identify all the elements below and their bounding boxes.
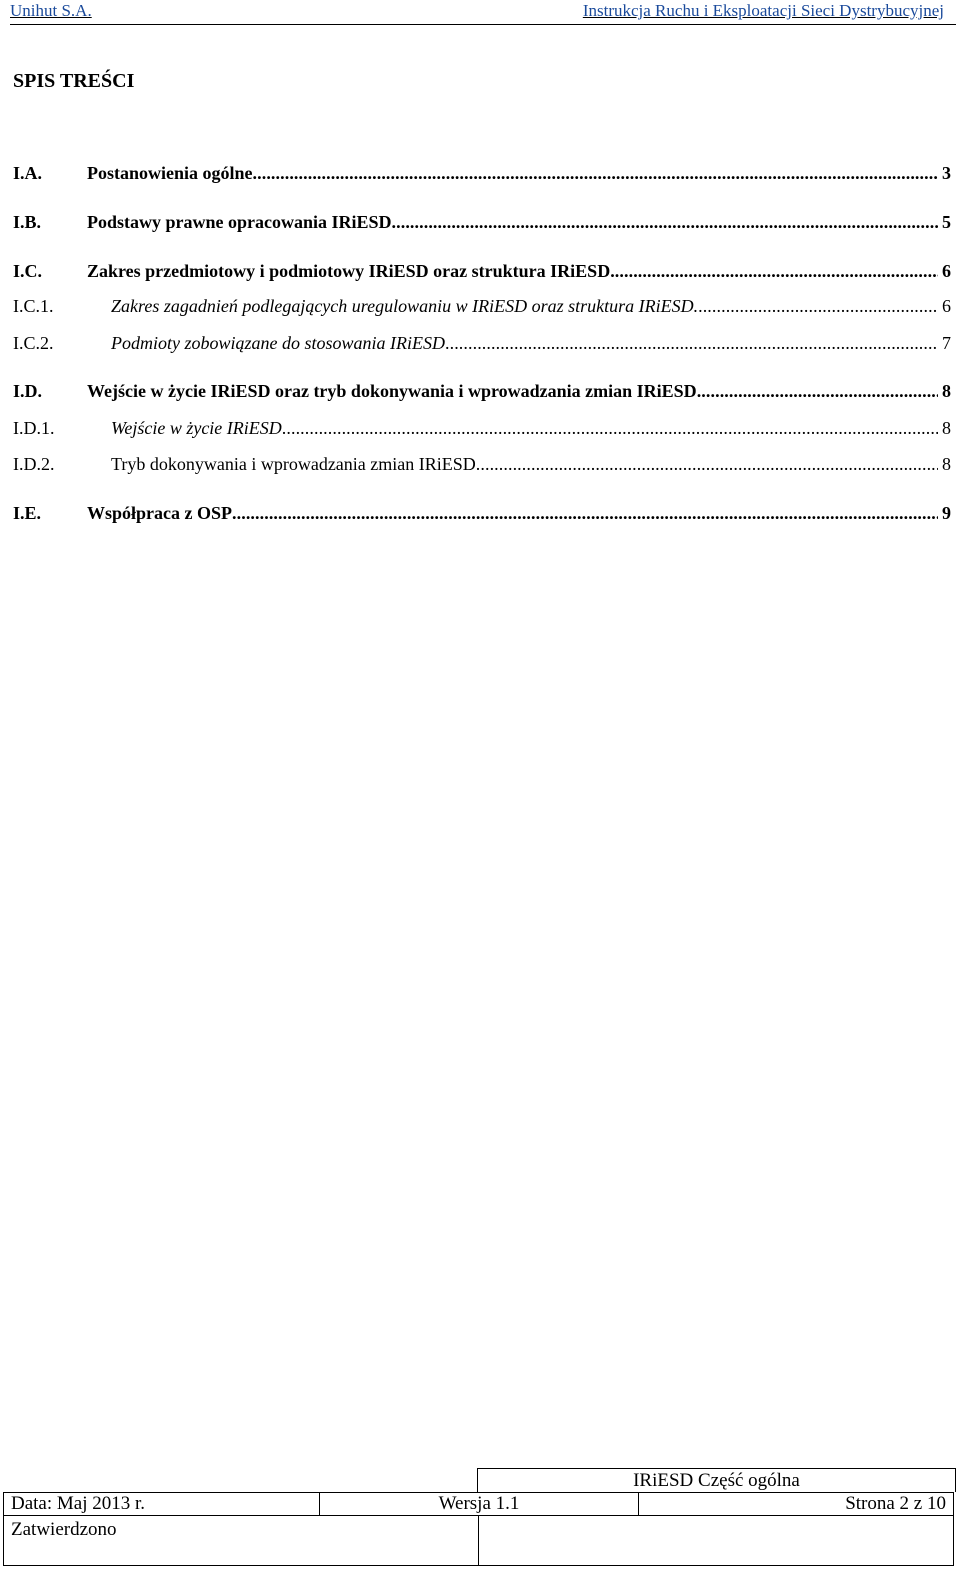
toc-entry-number: I.D.2. (13, 454, 55, 474)
page-footer (3, 1468, 954, 1566)
toc-entry[interactable] (13, 454, 951, 475)
toc-leader-dots (253, 163, 938, 184)
footer-date: Data: Maj 2013 r. (4, 1493, 320, 1515)
toc-entry-page: 3 (942, 163, 951, 183)
toc-entry-number: I.B. (13, 212, 42, 232)
toc-entry-number: I.E. (13, 503, 42, 523)
toc-entry[interactable] (13, 261, 951, 282)
toc-leader-dots (232, 503, 938, 524)
toc-leader-dots (476, 454, 938, 475)
toc-entry-text: Wejście w życie IRiESD (111, 418, 282, 438)
toc-entry[interactable] (13, 296, 951, 317)
toc-entry[interactable] (13, 333, 951, 354)
toc-leader-dots (698, 296, 938, 317)
toc-entry-text: Współpraca z OSP (87, 503, 233, 523)
toc-entry-number: I.C. (13, 261, 43, 281)
toc-entry-page: 7 (942, 333, 951, 353)
toc-entry-page: 8 (942, 454, 951, 474)
toc-entry[interactable] (13, 418, 951, 439)
header-document-title: Instrukcja Ruchu i Eksploatacji Sieci Dystrybucyjnej (582, 1, 944, 20)
toc-entry-page: 5 (942, 212, 951, 232)
toc-entry-text: Wejście w życie IRiESD oraz tryb dokonywania i wprowadzania zmian IRiESD (87, 381, 697, 401)
toc-entry[interactable] (13, 163, 951, 184)
toc-entry[interactable] (13, 212, 951, 233)
footer-info-row (3, 1492, 954, 1516)
toc-entry-number: I.D.1. (13, 418, 55, 438)
toc-entry-page: 8 (942, 418, 951, 438)
toc-entry-text: Podmioty zobowiązane do stosowania IRiESD (111, 333, 445, 353)
toc-entry[interactable] (13, 381, 951, 402)
footer-divider (478, 1516, 479, 1565)
toc-entry-page: 8 (942, 381, 951, 401)
toc-entry-number: I.C.1. (13, 296, 54, 316)
toc-leader-dots (282, 418, 938, 439)
toc-entry[interactable] (13, 503, 951, 524)
footer-title-box (477, 1468, 956, 1492)
toc-leader-dots (610, 261, 938, 282)
toc-leader-dots (697, 381, 938, 402)
toc-entry-text: Postanowienia ogólne (87, 163, 253, 183)
footer-approved-label: Zatwierdzono (11, 1519, 117, 1540)
page-header (10, 0, 956, 25)
toc-entry-number: I.A. (13, 163, 43, 183)
toc-entry-number: I.D. (13, 381, 43, 401)
toc-entry-text: Zakres przedmiotowy i podmiotowy IRiESD oraz struktura IRiESD (87, 261, 611, 281)
toc-title: SPIS TREŚCI (13, 70, 135, 92)
toc-entry-number: I.C.2. (13, 333, 54, 353)
toc-entry-page: 9 (942, 503, 951, 523)
toc-entry-text: Tryb dokonywania i wprowadzania zmian IRiESD (111, 454, 476, 474)
toc-entry-text: Podstawy prawne opracowania IRiESD (87, 212, 392, 232)
footer-version: Wersja 1.1 (320, 1493, 639, 1515)
toc-leader-dots (445, 333, 938, 354)
toc-entry-page: 6 (942, 296, 951, 316)
toc-entry-page: 6 (942, 261, 951, 281)
toc-leader-dots (392, 212, 938, 233)
footer-title: IRiESD Część ogólna (633, 1470, 800, 1491)
header-company: Unihut S.A. (10, 1, 92, 20)
footer-page-number: Strona 2 z 10 (845, 1493, 946, 1514)
footer-approval-box (3, 1516, 954, 1566)
toc-entry-text: Zakres zagadnień podlegających uregulowaniu w IRiESD oraz struktura IRiESD. (111, 296, 699, 316)
